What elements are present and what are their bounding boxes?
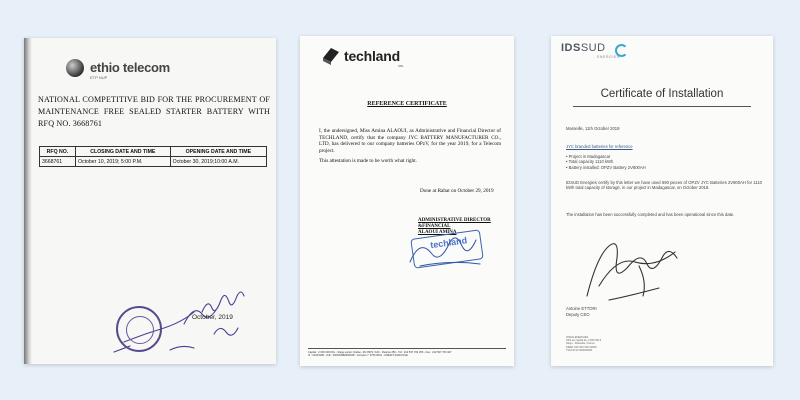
footer-line: IDSUD ENERGIES xyxy=(566,336,589,339)
signatory-line: ALAOUI AMINA xyxy=(418,230,457,235)
document-footer xyxy=(308,348,506,358)
project-list xyxy=(566,154,756,170)
official-round-stamp xyxy=(116,306,162,352)
table-header: RFQ NO. xyxy=(40,147,76,157)
footer-line: SIRET 000 000 000 00000 xyxy=(566,345,597,349)
table-row xyxy=(40,157,267,167)
footer-line: Siège : Marseille, France xyxy=(566,342,595,346)
letter-date: Marseille, 11th October 2019 xyxy=(566,126,620,131)
stamp-text: techland xyxy=(429,235,468,251)
table-header-row xyxy=(40,147,267,157)
footer-line: SAS au capital de 1 000 000 € xyxy=(566,339,602,343)
certification-paragraph: IDSUD Energies certify by this letter we have used 690 pieces of OPZV JYC Batteries 2V800AH for 1110 kWh total capacity of storage, in our project in Madagascar, on October 2018. xyxy=(566,180,762,191)
logo-name: ethio telecom xyxy=(90,60,170,75)
certificate-title: REFERENCE CERTIFICATE xyxy=(367,101,447,107)
signatory-role: Deputy CEO xyxy=(566,312,590,317)
table-header: CLOSING DATE AND TIME xyxy=(75,147,170,157)
blue-signature xyxy=(400,232,500,272)
table-header: OPENING DATE AND TIME xyxy=(170,147,266,157)
bid-title: NATIONAL COMPETITIVE BID FOR THE PROCUREMENT OF MAINTENANCE FREE SEALED STARTER BATTERY WITH RFQ NO. 3668761 xyxy=(38,95,270,128)
logo-tagline: ETP NUP xyxy=(90,75,108,80)
rfq-table xyxy=(39,146,267,167)
handwritten-signature xyxy=(84,264,264,360)
logo-name-part: SUD xyxy=(580,42,606,54)
list-item: • Total capacity 1110 kWh xyxy=(566,159,756,164)
techland-cube-icon xyxy=(320,44,342,66)
document-footer xyxy=(566,336,666,352)
signatory-line: ADMINISTRATIVE DIRECTOR xyxy=(418,218,491,223)
logo-tagline: ENERGIES xyxy=(597,55,620,59)
signatory-name: Antoine ETTORI xyxy=(566,306,597,311)
certificate-title: Certificate of Installation xyxy=(600,88,724,100)
reference-line: JYC branded batteries for reference xyxy=(566,144,633,149)
list-item: • Battery installed: OPZV Battery 2V800AH xyxy=(566,165,756,170)
table-cell: October 30, 2019;10:00 A.M. xyxy=(170,157,266,167)
certificate-body: I, the undersigned, Miss Amina ALAOUI, as Administrative and Financial Director of TECHLAND, certify that the company JYC BATTERY MANUFACTURER CO., LTD, has delivered to our company batteries OPzV, for the year 2019, for a Telecom project. xyxy=(319,128,501,154)
logo-globe-icon xyxy=(66,59,84,77)
attestation-line: This attestation is made to be worth what right. xyxy=(319,158,417,164)
list-item: • Project in Madagascar xyxy=(566,154,756,159)
document-techland xyxy=(300,36,514,366)
done-at-line: Done at Rabat on October 29, 2019 xyxy=(420,188,494,194)
operational-paragraph: The installation has been successfully completed and has been operational since this date. xyxy=(566,212,735,217)
table-cell: October 10, 2019; 5:00 P.M. xyxy=(75,157,170,167)
logo-name: techland xyxy=(344,48,400,64)
title-divider xyxy=(573,106,751,107)
logo-name xyxy=(561,42,606,54)
table-cell: 3668761 xyxy=(40,157,76,167)
signatory-line: &FINANCIAL xyxy=(418,224,451,229)
document-date: October, 2019 xyxy=(192,314,233,321)
footer-line: TVA FR 00 000000000 xyxy=(566,348,593,352)
document-ethio-telecom xyxy=(24,38,276,364)
logo-name-part: IDS xyxy=(561,42,581,54)
handwritten-signature xyxy=(579,226,689,306)
footer-line: IF : 01003186 - ICE : 000003982000048 - Compte n° 2750 0001 - CREDIT AGRICOLE xyxy=(308,354,408,358)
document-idsud xyxy=(551,36,773,366)
logo-tagline: SRL xyxy=(398,64,404,68)
footer-line: Capital : 2 000 000 Dhs - Siège social : Rabat - RC 8974 / 100 - Patente 250 - Tél : 212 537 703 253 - Fax : 212 537 703 427 xyxy=(308,351,452,354)
